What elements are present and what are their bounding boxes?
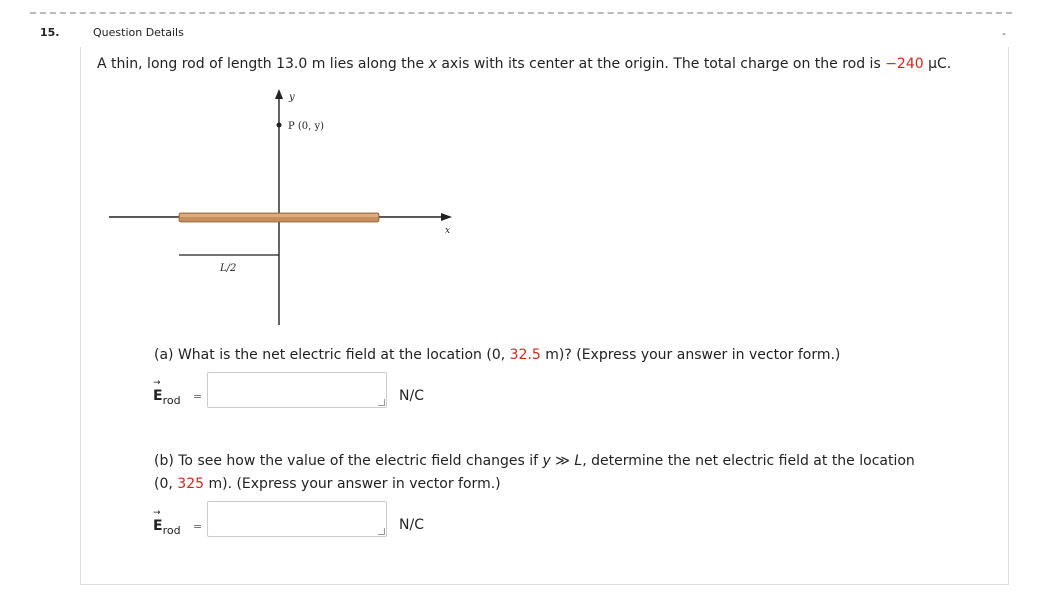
rod-diagram [100,85,460,330]
x-axis-label: x [445,226,451,236]
e-vector-symbol: → E [153,518,163,534]
part-a-equals: = [193,390,203,403]
charge-value: −240 [885,56,924,72]
part-b-prompt-line1 [154,453,915,469]
x-axis-arrow-icon [441,213,452,221]
half-length-label: L/2 [220,263,237,274]
intro-var-x: x [428,56,437,72]
part-b-equals: = [193,520,203,533]
part-a-prompt [154,347,840,363]
intro-text-2: axis with its center at the origin. The total charge on the rod is [436,56,886,72]
point-p-label: P (0, y) [288,121,325,132]
y-axis-arrow-icon [275,89,283,99]
collapse-toggle[interactable]: - [1002,27,1006,40]
part-b-text-4: m). (Express your answer in vector form.) [204,476,501,492]
part-a-answer-input[interactable] [207,372,387,408]
part-a-text-2: m)? (Express your answer in vector form.) [540,347,841,363]
part-b-answer-input[interactable] [207,501,387,537]
part-b-location-value: 325 [177,476,205,492]
part-a-location-value: 32.5 [509,347,541,363]
problem-statement [97,56,951,72]
resize-handle-icon[interactable] [378,399,385,406]
intro-text-3: μC. [923,56,952,72]
part-b-var-l: L [574,453,583,469]
part-b-text-2: , determine the net electric field at the location [582,453,915,469]
part-b-much-greater: ≫ [550,453,575,469]
part-a-text-1: (a) What is the net electric field at the location (0, [154,347,510,363]
part-b-var-y: y [542,453,551,469]
part-b-text-1: (b) To see how the value of the electric field changes if [154,453,543,469]
y-axis-label: y [289,92,295,103]
part-b-prompt-line2 [154,476,501,492]
point-p-marker [277,123,282,128]
e-vector-symbol: → E [153,388,163,404]
part-a-unit: N/C [399,388,424,404]
e-subscript: rod [162,523,181,537]
question-details-link[interactable]: Question Details [93,26,184,39]
question-number: 15. [40,26,60,39]
resize-handle-icon[interactable] [378,528,385,535]
intro-text-1: A thin, long rod of length 13.0 m lies along the [97,56,429,72]
part-b-unit: N/C [399,517,424,533]
part-b-symbol [153,518,181,537]
e-subscript: rod [162,393,181,407]
part-b-text-3: (0, [154,476,178,492]
part-a-symbol [153,388,181,407]
top-divider [30,12,1012,14]
